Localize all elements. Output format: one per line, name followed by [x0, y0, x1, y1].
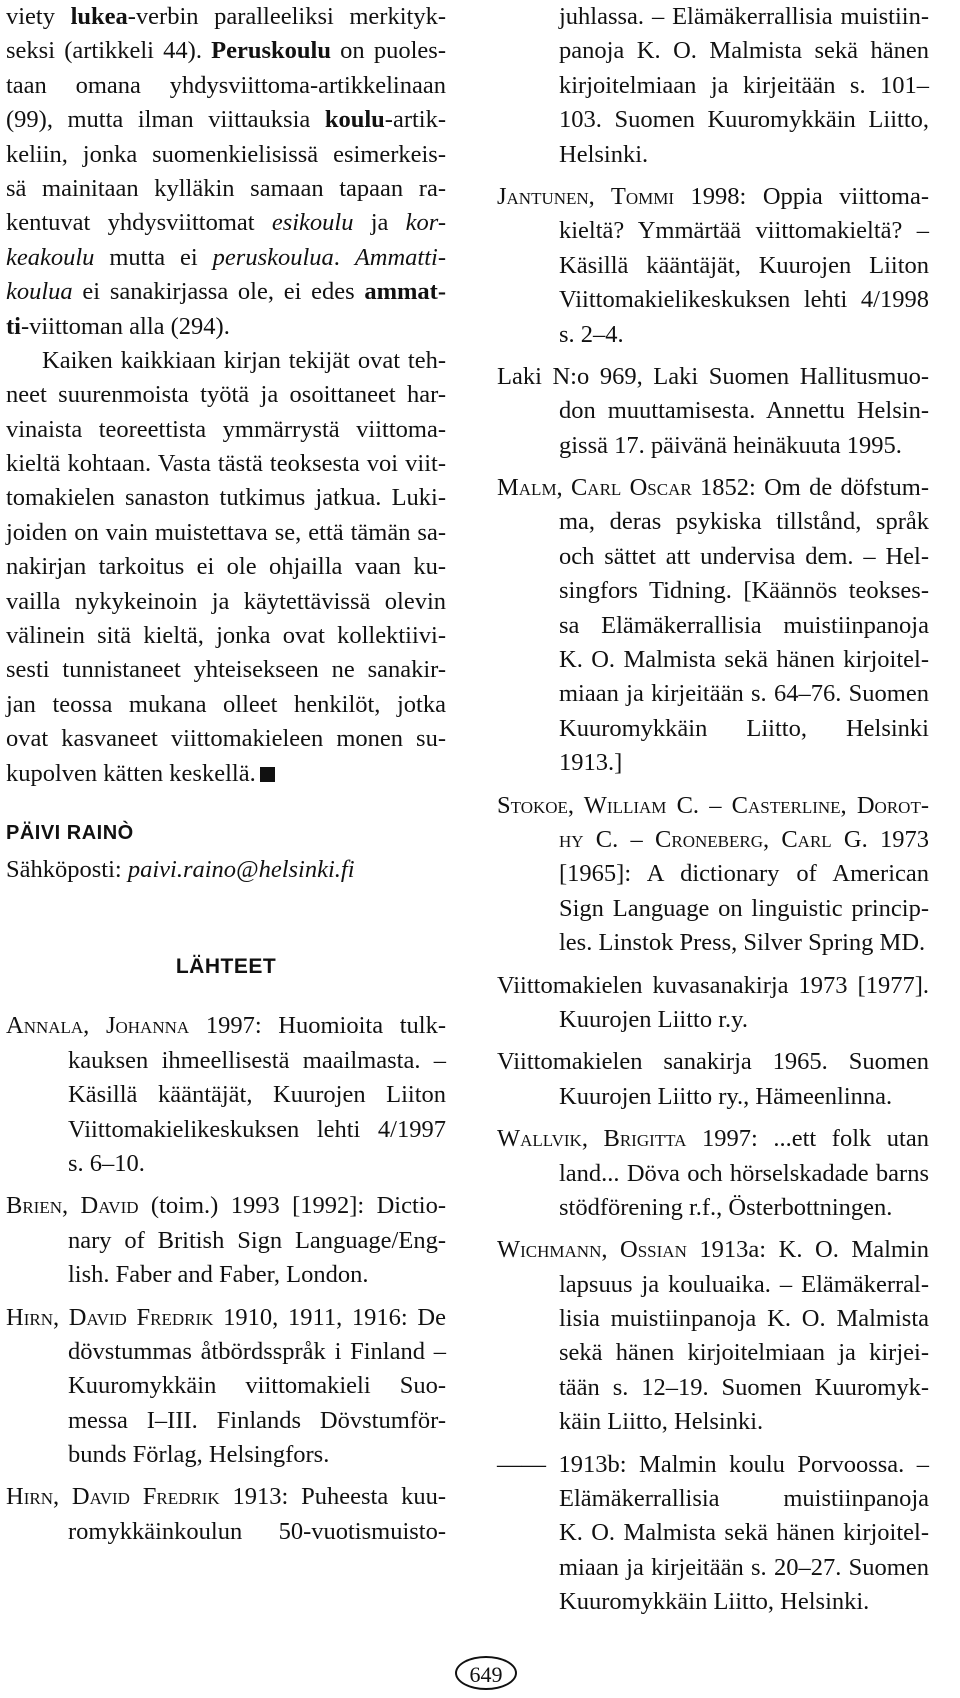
reference-first-line: Wichmann, Ossian 1913a: K. O. Malmin — [497, 1236, 929, 1264]
text-line: K. O. Malmista sekä hänen kirjoitel- — [559, 646, 929, 674]
text-line: keakoulu mutta ei peruskoulua. Ammatti- — [6, 243, 447, 271]
reference-brien — [6, 1189, 446, 1292]
text-line: Helsinki. — [559, 140, 649, 168]
text-line: kieltä kohtaan. Vasta tästä teoksesta voi viit- — [6, 450, 446, 478]
text-line: Elämäkerrallisia muistiinpanoja — [559, 1485, 929, 1513]
text-line: singfors Tidning. [Käännös teokses- — [559, 577, 929, 605]
text-line: nary of British Sign Language/Eng- — [68, 1226, 446, 1254]
reference-kuvasanakirja — [497, 969, 929, 1038]
reference-sanakirja — [497, 1045, 929, 1114]
text-line: bunds Förlag, Helsingfors. — [68, 1441, 330, 1469]
text-line: land... Döva och hörselskadade barns — [559, 1159, 929, 1187]
author-name: PÄIVI RAINÒ — [6, 821, 134, 844]
review-paragraph-2 — [6, 344, 446, 791]
text-line: ti-viittoman alla (294). — [6, 312, 230, 340]
author-email-line: Sähköposti: paivi.raino@helsinki.fi — [6, 855, 355, 883]
reference-first-line: Brien, David (toim.) 1993 [1992]: Dictio- — [6, 1192, 447, 1220]
text-line: kupolven kätten keskellä. — [6, 757, 446, 791]
reference-first-line: Viittomakielen kuvasanakirja 1973 [1977]. — [497, 971, 929, 999]
text-line: Käsillä kääntäjät, Kuurojen Liiton — [559, 251, 929, 279]
reference-annala — [6, 1009, 446, 1181]
text-line: käin Liitto, Helsinki. — [559, 1408, 764, 1436]
reference-hirn-1913-continued — [497, 0, 929, 172]
reference-laki — [497, 360, 929, 463]
text-line: miaan ja kirjeitään s. 20–27. Suomen — [559, 1553, 929, 1581]
text-line: vinaista teoreettista ymmärrystä viittoma- — [6, 415, 446, 443]
text-line: Kuuromykkäin viittomakieli Suo- — [68, 1372, 446, 1400]
reference-stokoe — [497, 789, 929, 961]
text-line: 103. Suomen Kuuromykkäin Liitto, — [559, 106, 929, 134]
text-line: neet suurenmoista työtä ja osoittaneet har- — [6, 381, 446, 409]
review-paragraph-1 — [6, 0, 446, 344]
text-line: viety lukea-verbin paralleeliksi merkityk- — [6, 3, 446, 30]
text-line: romykkäinkoulun 50-vuotismuisto- — [68, 1517, 446, 1545]
text-line: tään s. 12–19. Suomen Kuuromyk- — [559, 1373, 929, 1401]
reference-wichmann-1913a — [497, 1233, 929, 1439]
text-line: sesti tunnistaneet yhteisekseen ne sanakir- — [6, 656, 446, 684]
reference-wichmann-1913b — [497, 1448, 929, 1620]
reference-first-line: Laki N:o 969, Laki Suomen Hallitusmuo- — [497, 362, 929, 390]
text-line: [1965]: A dictionary of American — [559, 860, 929, 888]
text-line: dövstummas åtbördsspråk i Finland – — [68, 1337, 446, 1365]
left-column — [6, 0, 446, 1549]
text-line: Kuurojen Liitto r.y. — [559, 1005, 748, 1033]
reference-first-line: Stokoe, William C. – Casterline, Doroт- — [497, 791, 929, 819]
page-number: 649 — [455, 1656, 517, 1690]
text-line: kauksen ihmeellisestä maailmasta. – — [68, 1046, 446, 1074]
text-line: sä mainitaan kylläkin samaan tapaan ra- — [6, 174, 446, 202]
text-line: vailla nykykeinoin ja käytettävissä olevin — [6, 587, 446, 615]
text-line: Viittomakielikeskuksen lehti 4/1998 — [559, 286, 929, 314]
text-line: jan teossa mukana olleet henkilöt, jotka — [6, 690, 446, 718]
text-line: s. 2–4. — [559, 320, 624, 348]
text-line: don muuttamisesta. Annettu Helsin- — [559, 397, 929, 425]
text-line: sekä hänen kirjoitelmiaan ja kirjei- — [559, 1339, 929, 1367]
text-line: keliin, jonka suomenkielisissä esimerkeis- — [6, 140, 446, 168]
text-line: les. Linstok Press, Silver Spring MD. — [559, 929, 926, 957]
text-line: miaan ja kirjeitään s. 64–76. Suomen — [559, 680, 929, 708]
reference-hirn-1913 — [6, 1480, 446, 1549]
text-line: ma, deras psykiska tillstånd, språk — [559, 508, 929, 536]
reference-first-line: Wallvik, Brigitta 1997: ...ett folk utan — [497, 1125, 929, 1153]
reference-first-line: Jantunen, Tommi 1998: Oppia viittoma- — [497, 182, 930, 210]
reference-first-line: Malm, Carl Oscar 1852: Om de döfstum- — [497, 474, 929, 502]
reference-wallvik — [497, 1122, 929, 1225]
text-line: sa Elämäkerrallisia muistiinpanoja — [559, 611, 929, 639]
text-line: ovat kasvaneet viittomakieleen monen su- — [6, 725, 446, 753]
text-line: 1913.] — [559, 749, 623, 777]
end-of-article-mark — [260, 767, 275, 782]
text-line: Viittomakielikeskuksen lehti 4/1997 — [68, 1115, 446, 1143]
text-line: kentuvat yhdysviittomat esikoulu ja kor- — [6, 209, 446, 237]
text-line: hy C. – Croneberg, Carl G. 1973 — [559, 825, 929, 853]
text-line: s. 6–10. — [68, 1149, 145, 1177]
text-line: (99), mutta ilman viittauksia koulu-artik- — [6, 106, 446, 134]
reference-hirn-1910 — [6, 1301, 446, 1473]
text-line: Kaiken kaikkiaan kirjan tekijät ovat teh- — [42, 346, 446, 374]
text-line: koulua ei sanakirjassa ole, ei edes ammat- — [6, 278, 446, 306]
text-line: nakirjan tarkoitus ei ole ohjailla vaan ku- — [6, 553, 446, 581]
text-line: Kuuromykkäin Liitto, Helsinki. — [559, 1588, 870, 1616]
text-line: välinein sitä kieltä, jonka ovat kollektiivi- — [6, 622, 446, 650]
text-line: kirjoitelmiaan ja kirjeitään s. 101– — [559, 71, 929, 99]
references-heading: LÄHTEET — [175, 955, 277, 979]
text-line: lish. Faber and Faber, London. — [68, 1261, 369, 1289]
text-line: panoja K. O. Malmista sekä hänen — [559, 37, 929, 65]
text-line: Sign Language on linguistic princip- — [559, 894, 929, 922]
text-line: messa I–III. Finlands Dövstumför- — [68, 1406, 446, 1434]
text-line: lapsuus ja kouluaika. – Elämäkerral- — [559, 1270, 929, 1298]
text-line: Kuuromykkäin Liitto, Helsinki — [559, 714, 929, 742]
text-line: Kuurojen Liitto ry., Hämeenlinna. — [559, 1082, 893, 1110]
text-line: seksi (artikkeli 44). Peruskoulu on puoles- — [6, 37, 447, 65]
text-line: joiden on vain muistettava se, että tämän sa- — [6, 518, 446, 546]
reference-first-line: —— 1913b: Malmin koulu Porvoossa. – — [497, 1450, 929, 1478]
text-line: kieltä? Ymmärtää viittomakieltä? – — [559, 217, 929, 245]
text-line: Käsillä kääntäjät, Kuurojen Liiton — [68, 1081, 446, 1109]
text-line: gissä 17. päivänä heinäkuuta 1995. — [559, 431, 902, 459]
reference-jantunen — [497, 180, 929, 352]
text-line: stödförening r.f., Österbottningen. — [559, 1193, 893, 1221]
text-line: lisia muistiinpanoja K. O. Malmista — [559, 1305, 929, 1333]
text-line: K. O. Malmista sekä hänen kirjoitel- — [559, 1519, 929, 1547]
text-line: taan omana yhdysviittoma-artikkelinaan — [6, 71, 446, 99]
reference-first-line: Annala, Johanna 1997: Huomioita tulk- — [6, 1012, 447, 1040]
text-line: tomakielen sanaston tutkimus jatkua. Luki- — [6, 484, 446, 512]
reference-first-line: Hirn, David Fredrik 1910, 1911, 1916: De — [6, 1303, 446, 1331]
reference-first-line: Hirn, David Fredrik 1913: Puheesta kuu- — [6, 1483, 446, 1511]
reference-malm — [497, 471, 929, 781]
text-line: och sättet att undervisa dem. – Hel- — [559, 542, 929, 570]
text-line: juhlassa. – Elämäkerrallisia muistiin- — [559, 3, 929, 30]
author-email-link[interactable]: paivi.raino@helsinki.fi — [127, 855, 355, 883]
right-column — [497, 0, 929, 1620]
reference-first-line: Viittomakielen sanakirja 1965. Suomen — [497, 1048, 929, 1076]
